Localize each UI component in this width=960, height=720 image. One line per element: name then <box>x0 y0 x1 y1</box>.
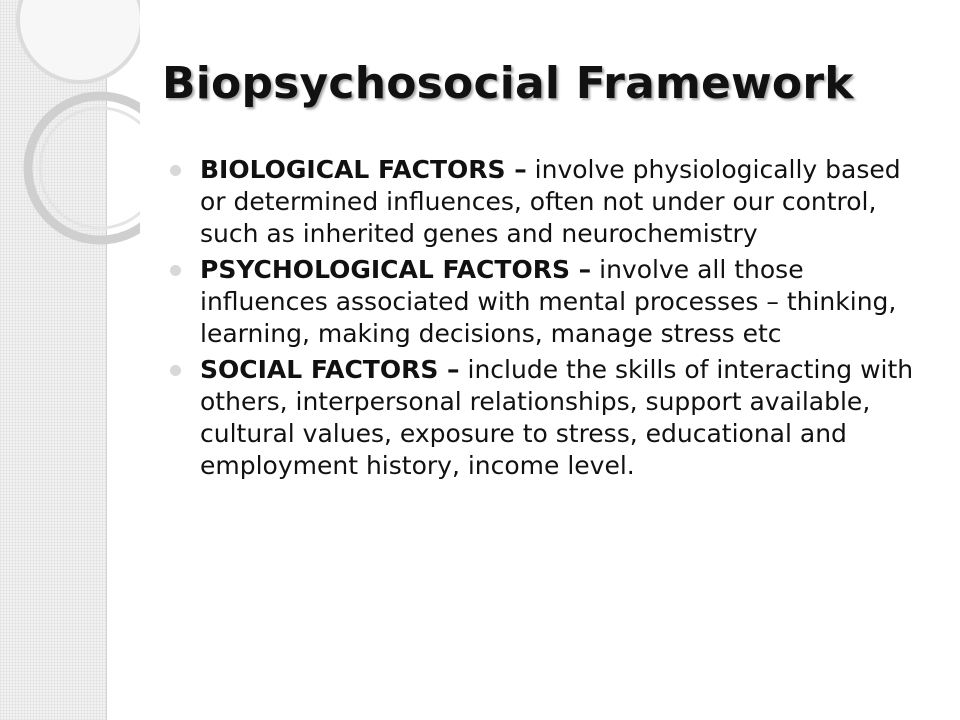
slide-title: Biopsychosocial Framework <box>162 58 854 109</box>
bullet-text: involve physiologically based or determined influences, often not under our control, such as inherited genes and neurochemistry <box>200 155 901 248</box>
bullet-biological <box>170 154 930 250</box>
bullet-dot-icon <box>170 365 181 376</box>
bullet-dot-icon <box>170 165 181 176</box>
decorative-circles-icon <box>0 0 140 260</box>
bullet-psychological <box>170 254 930 350</box>
bullet-term: SOCIAL FACTORS – <box>200 355 460 384</box>
bullet-text: involve all those influences associated with mental processes – thinking, learning, making decisions, manage stress etc <box>200 255 897 348</box>
bullet-list <box>170 154 930 486</box>
bullet-term: BIOLOGICAL FACTORS – <box>200 155 527 184</box>
bullet-dot-icon <box>170 265 181 276</box>
bullet-text: include the skills of interacting with others, interpersonal relationships, support available, cultural values, exposure to stress, educational and employment history, income level. <box>200 355 914 480</box>
bullet-social <box>170 354 930 482</box>
bullet-term: PSYCHOLOGICAL FACTORS – <box>200 255 592 284</box>
